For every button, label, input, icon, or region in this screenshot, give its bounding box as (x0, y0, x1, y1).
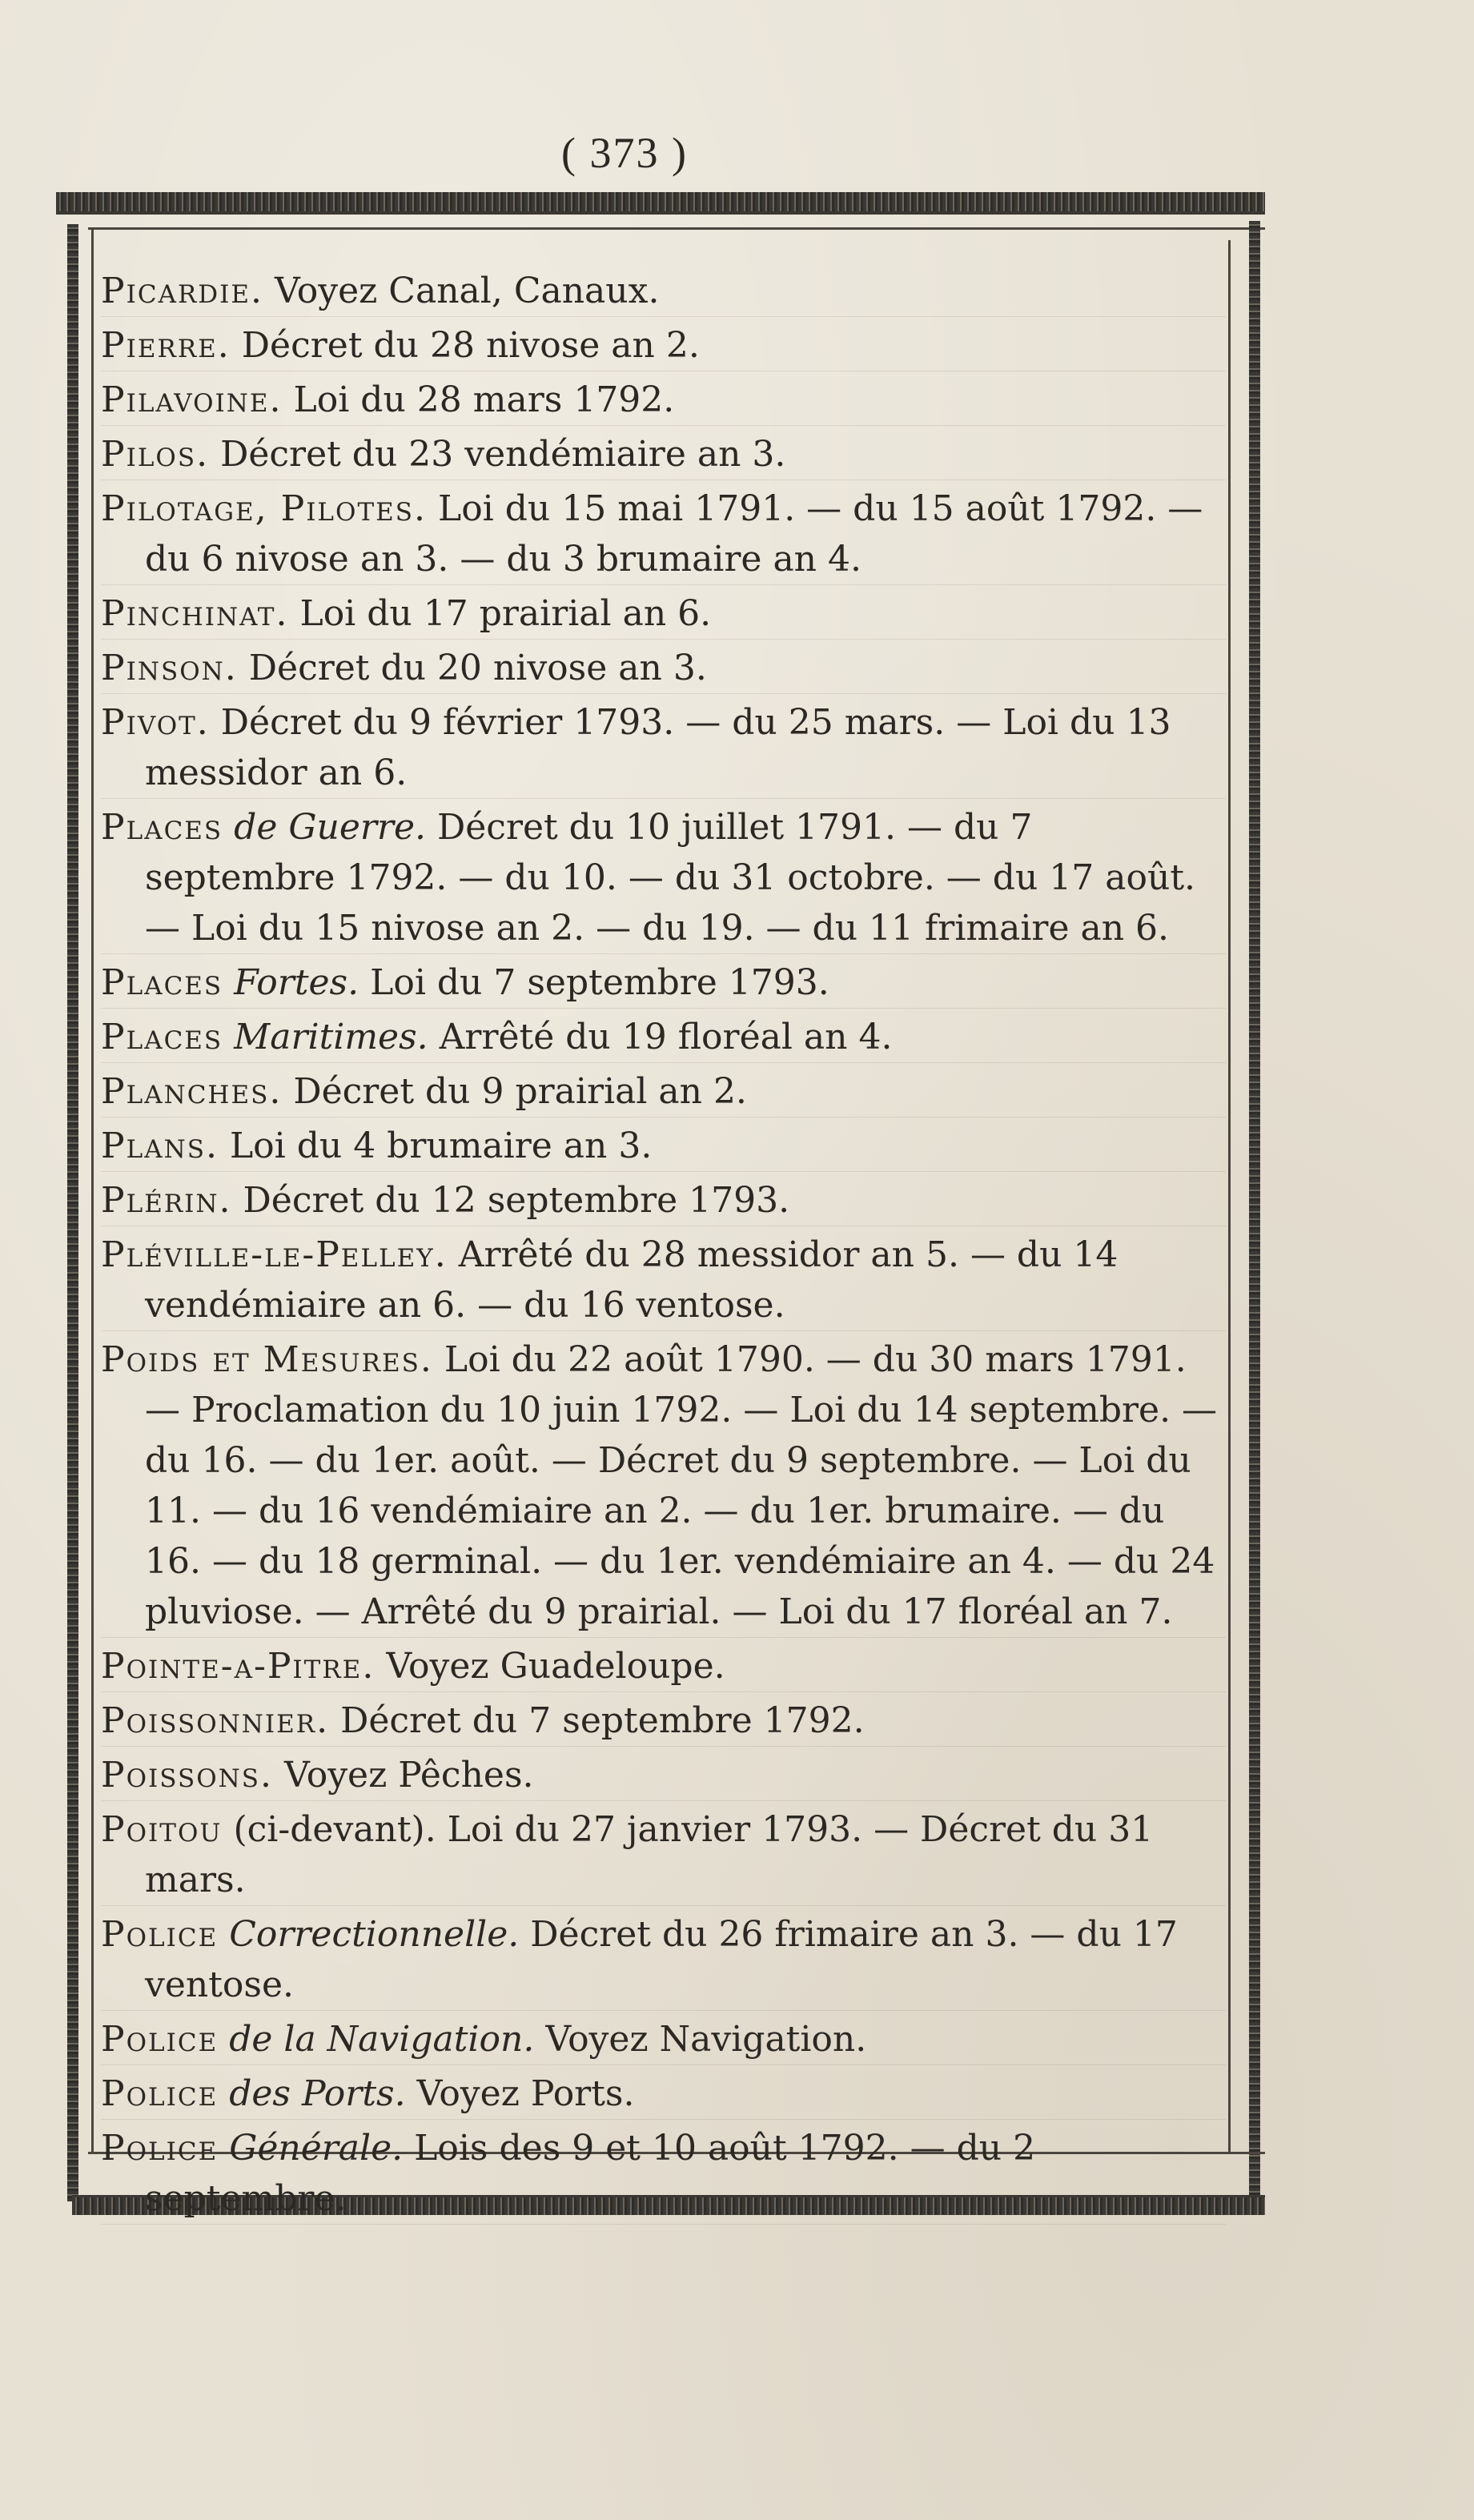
entry-text: Décret du 9 février 1793. — du 25 mars. — Loi du 13 messidor an 6. (145, 702, 1171, 793)
entry-text: Décret du 20 nivose an 3. (248, 648, 707, 688)
entry-text: Voyez Ports. (416, 2073, 635, 2114)
index-entry (101, 1695, 1226, 1747)
entry-text: (ci-devant). Loi du 27 janvier 1793. — Décret du 31 mars. (145, 1809, 1154, 1900)
entry-qualifier: Maritimes. (234, 1017, 428, 1057)
entry-text: Arrêté du 19 floréal an 4. (439, 1017, 893, 1057)
right-border (1249, 221, 1260, 2198)
top-inner-border (88, 227, 1265, 230)
entry-heading: Places (101, 807, 223, 848)
entry-text: Voyez Canal, Canaux. (275, 271, 660, 311)
index-entry (101, 643, 1226, 694)
entry-heading: Pilotage, Pilotes. (101, 488, 427, 529)
entry-text: Loi du 17 prairial an 6. (299, 593, 712, 634)
entry-heading: Pilavoine. (101, 379, 283, 420)
entry-text: Décret du 7 septembre 1792. (340, 1700, 865, 1741)
entry-heading: Police (101, 2073, 219, 2114)
entry-heading: Police (101, 1914, 219, 1955)
entry-heading: Pivot. (101, 702, 210, 743)
top-border (56, 192, 1265, 215)
right-inner-border (1228, 240, 1231, 2154)
index-entry (101, 2014, 1226, 2065)
index-entry (101, 2123, 1226, 2225)
entry-text: Décret du 12 septembre 1793. (243, 1180, 790, 1221)
entry-text: Loi du 15 mai 1791. — du 15 août 1792. — du 6 nivose an 3. — du 3 brumaire an 4. (145, 488, 1203, 580)
page-number: ( 373 ) (561, 129, 688, 177)
index-entry (101, 2069, 1226, 2120)
index-entry (101, 1066, 1226, 1118)
entry-heading: Plérin. (101, 1180, 232, 1221)
entry-heading: Pléville-le-Pelley. (101, 1234, 448, 1275)
index-entry (101, 697, 1226, 799)
entry-qualifier: Correctionnelle. (229, 1914, 520, 1955)
index-entry (101, 1334, 1226, 1638)
entry-heading: Poissons. (101, 1755, 273, 1796)
entry-qualifier: Fortes. (234, 962, 359, 1003)
index-entry (101, 320, 1226, 371)
index-entry (101, 1012, 1226, 1063)
entry-heading: Plans. (101, 1126, 219, 1166)
index-entries (101, 266, 1226, 2228)
entry-text: Décret du 23 vendémiaire an 3. (220, 434, 786, 475)
entry-heading: Planches. (101, 1071, 283, 1112)
index-entry (101, 1804, 1226, 1906)
index-entry (101, 1230, 1226, 1331)
entry-heading: Police (101, 2128, 219, 2169)
index-entry (101, 1121, 1226, 1172)
index-entry (101, 429, 1226, 480)
table-frame (56, 192, 1265, 2217)
index-entry (101, 957, 1226, 1009)
entry-text: Décret du 10 juillet 1791. — du 7 septembre 1792. — du 10. — du 31 octobre. — du 17 août. — Loi du 15 nivose an 2. — du 19. — du 11 frimaire an 6. (145, 807, 1195, 949)
index-entry (101, 1641, 1226, 1692)
index-entry (101, 266, 1226, 317)
entry-text: Voyez Pêches. (283, 1755, 534, 1796)
entry-text: Décret du 26 frimaire an 3. — du 17 ventose. (145, 1914, 1178, 2005)
entry-heading: Pinson. (101, 648, 238, 688)
index-entry (101, 375, 1226, 426)
entry-text: Loi du 28 mars 1792. (293, 379, 675, 420)
left-border (67, 224, 78, 2201)
entry-text: Arrêté du 28 messidor an 5. — du 14 vendémiaire an 6. — du 16 ventose. (145, 1234, 1119, 1326)
entry-qualifier: de la Navigation. (229, 2019, 535, 2060)
entry-heading: Pierre. (101, 325, 231, 366)
entry-text: Décret du 28 nivose an 2. (241, 325, 700, 366)
entry-qualifier: de Guerre. (234, 807, 426, 848)
entry-qualifier: Générale. (229, 2128, 404, 2169)
entry-heading: Pilos. (101, 434, 210, 475)
index-entry (101, 1750, 1226, 1801)
entry-text: Loi du 7 septembre 1793. (370, 962, 829, 1003)
entry-heading: Poissonnier. (101, 1700, 330, 1741)
entry-heading: Poitou (101, 1809, 223, 1850)
entry-text: Loi du 22 août 1790. — du 30 mars 1791. — Proclamation du 10 juin 1792. — Loi du 14 septembre. — du 16. — du 1er. août. — Décret du 9 septembre. — Loi du 11. — du 16 vendémiaire an 2. — du 1er. brumaire. — du 16. — du 18 germinal. — du 1er. vendémiaire an 4. — du 24 pluviose. — Arrêté du 9 prairial. — Loi du 17 floréal an 7. (145, 1339, 1218, 1632)
entry-heading: Picardie. (101, 271, 264, 311)
entry-heading: Police (101, 2019, 219, 2060)
entry-heading: Places (101, 962, 223, 1003)
entry-text: Voyez Guadeloupe. (386, 1646, 725, 1687)
index-entry (101, 588, 1226, 640)
entry-text: Loi du 4 brumaire an 3. (229, 1126, 653, 1166)
index-entry (101, 484, 1226, 585)
index-entry (101, 1175, 1226, 1226)
entry-text: Lois des 9 et 10 août 1792. — du 2 septembre. (145, 2128, 1036, 2219)
entry-text: Décret du 9 prairial an 2. (293, 1071, 747, 1112)
index-entry (101, 802, 1226, 954)
entry-heading: Pointe-a-Pitre. (101, 1646, 376, 1687)
entry-heading: Pinchinat. (101, 593, 289, 634)
entry-heading: Poids et Mesures. (101, 1339, 433, 1380)
entry-qualifier: des Ports. (229, 2073, 406, 2114)
left-inner-border (91, 227, 94, 2154)
entry-text: Voyez Navigation. (545, 2019, 867, 2060)
entry-heading: Places (101, 1017, 223, 1057)
index-entry (101, 1909, 1226, 2011)
